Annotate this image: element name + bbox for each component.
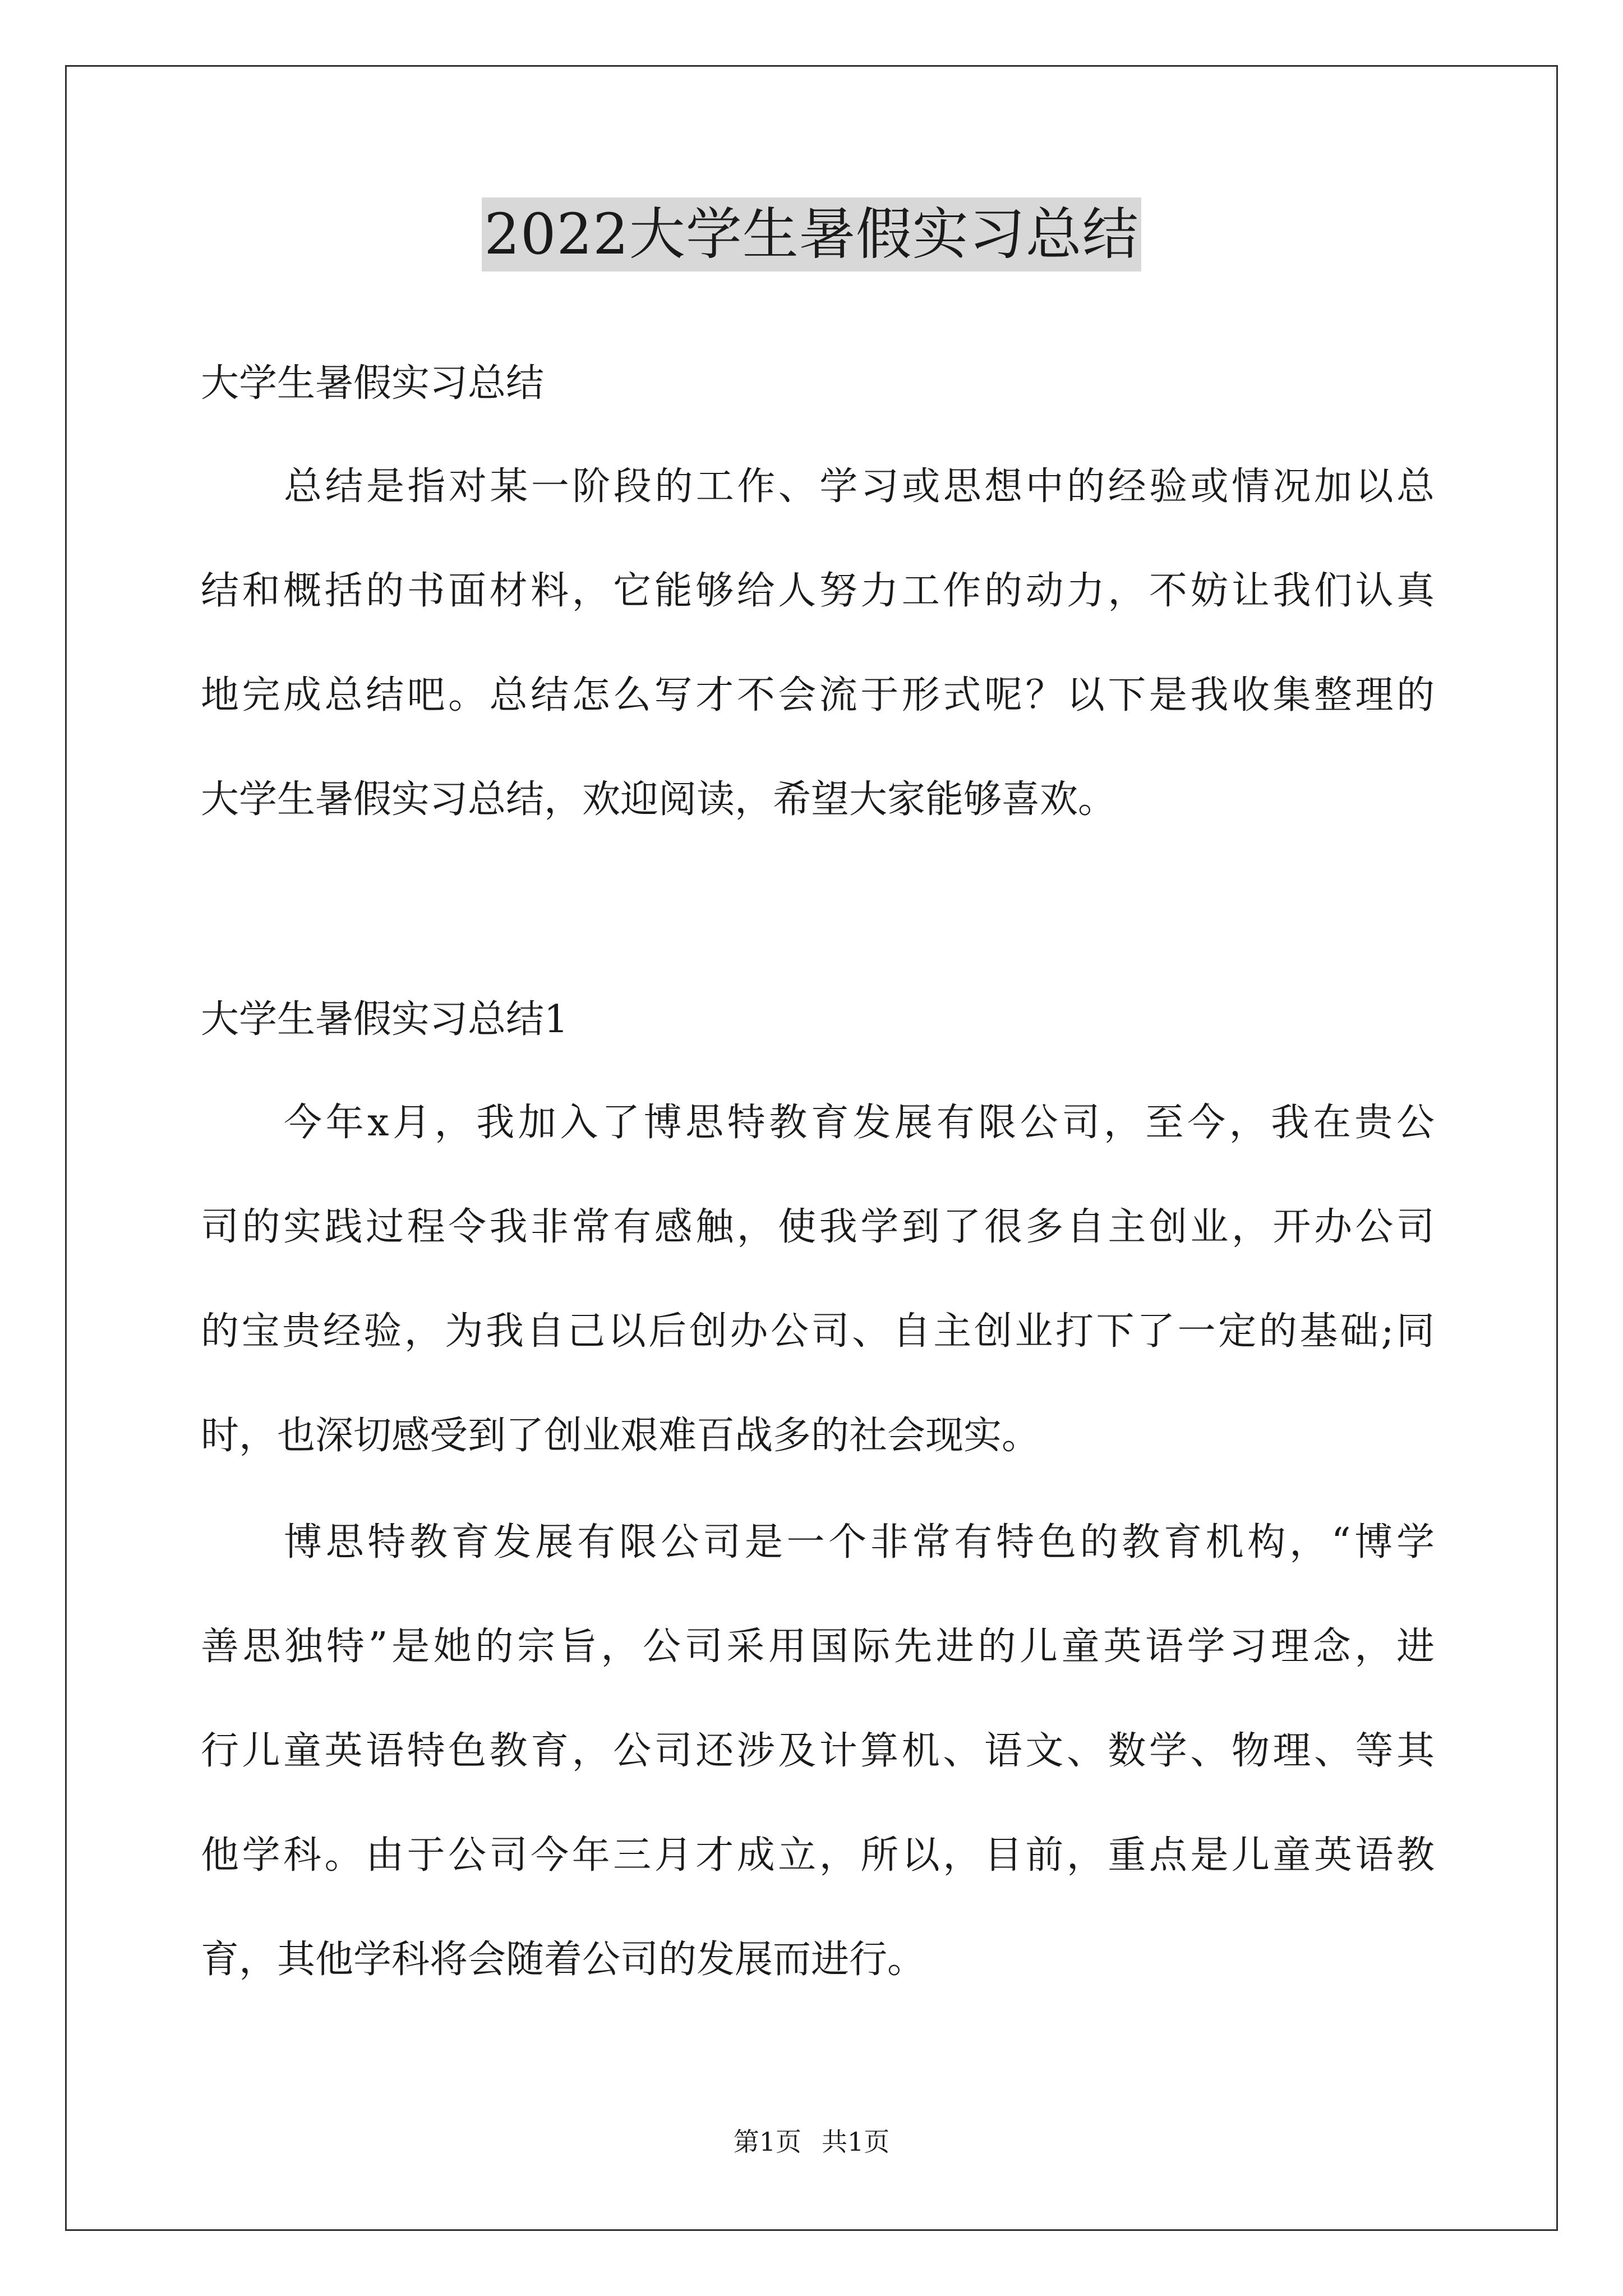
- paragraph-line: 总结是指对某一阶段的工作、学习或思想中的经验或情况加以总: [284, 464, 1435, 509]
- intro-paragraph: [201, 459, 1435, 828]
- paragraph-line: 博思特教育发展有限公司是一个非常有特色的教育机构，“博学: [284, 1520, 1435, 1565]
- paragraph-line: 善思独特”是她的宗旨，公司采用国际先进的儿童英语学习理念，进: [201, 1625, 1435, 1669]
- paragraph-line: 大学生暑假实习总结，欢迎阅读，希望大家能够喜欢。: [201, 777, 1117, 822]
- section1-heading-block: [201, 992, 1435, 1048]
- page-number: 第1页: [733, 2127, 801, 2157]
- page-footer: [0, 2125, 1623, 2159]
- paragraph-line: 时，也深切感受到了创业艰难百战多的社会现实。: [201, 1414, 1040, 1458]
- paragraph-line: 育，其他学科将会随着公司的发展而进行。: [201, 1938, 926, 1982]
- paragraph-line: 行儿童英语特色教育，公司还涉及计算机、语文、数学、物理、等其: [201, 1729, 1435, 1773]
- title-container: [0, 197, 1623, 272]
- section-heading: 大学生暑假实习总结1: [201, 997, 569, 1042]
- paragraph-line: 司的实践过程令我非常有感触，使我学到了很多自主创业，开办公司: [201, 1205, 1435, 1249]
- section1-paragraph-2: [201, 1515, 1435, 1988]
- paragraph-line: 他学科。由于公司今年三月才成立，所以，目前，重点是儿童英语教: [201, 1833, 1435, 1878]
- paragraph-line: 今年x月，我加入了博思特教育发展有限公司，至今，我在贵公: [284, 1101, 1435, 1145]
- paragraph-line: 的宝贵经验，为我自己以后创办公司、自主创业打下了一定的基础;同: [201, 1309, 1435, 1354]
- document-title: 2022大学生暑假实习总结: [482, 197, 1141, 272]
- intro-subtitle: 大学生暑假实习总结: [201, 361, 545, 406]
- section1-paragraph-1: [201, 1095, 1435, 1464]
- intro-subtitle-block: [201, 356, 1435, 412]
- paragraph-line: 地完成总结吧。总结怎么写才不会流于形式呢？以下是我收集整理的: [201, 673, 1435, 717]
- paragraph-line: 结和概括的书面材料，它能够给人努力工作的动力，不妨让我们认真: [201, 569, 1435, 613]
- page-total: 共1页: [822, 2127, 890, 2157]
